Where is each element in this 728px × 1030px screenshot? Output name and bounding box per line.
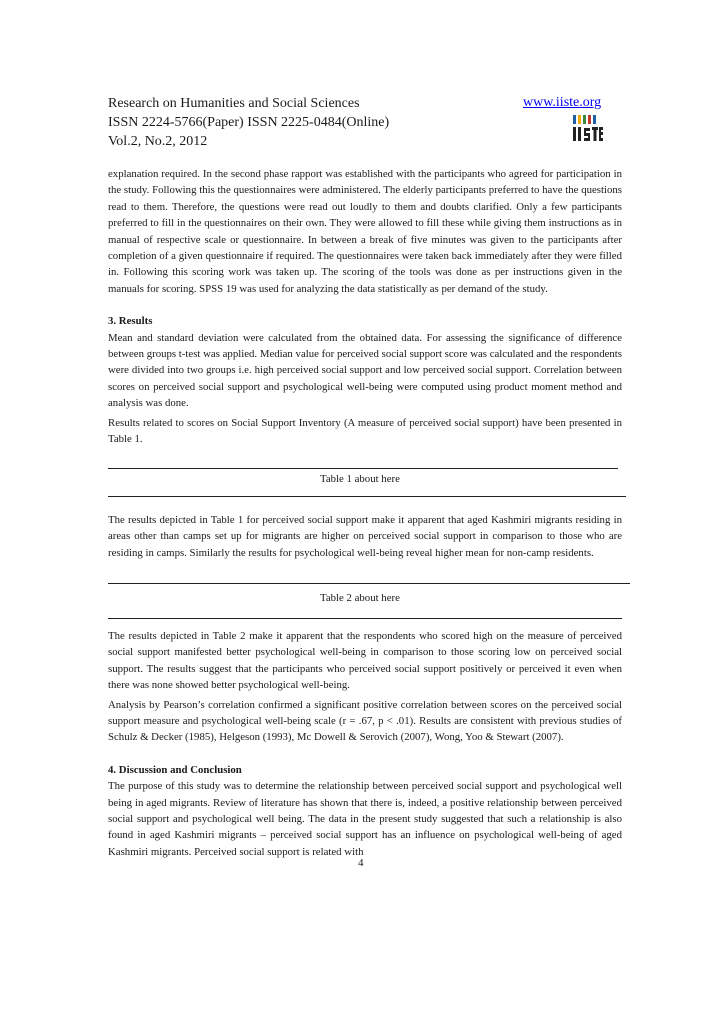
journal-url-link[interactable]: www.iiste.org — [523, 95, 602, 110]
page-number: 4 — [358, 857, 364, 869]
results-paragraph-1: Mean and standard deviation were calculated from the obtained data. For assessing the significance of difference between groups t-test was applied. Median value for perceived social support score was calculated and the respondents were divided into two groups i.e. high perceived social support and low perceived social support. Correlation between scores on perceived social support and psychological well-being were computed using product moment method and analysis was done. — [108, 331, 622, 410]
discussion-heading: 4. Discussion and Conclusion — [108, 763, 242, 776]
iiste-logo — [571, 115, 603, 143]
table2-top-rule — [108, 583, 630, 584]
results-paragraph-2: Results related to scores on Social Support Inventory (A measure of perceived social support) have been presented in Table 1. — [108, 416, 622, 446]
journal-volume: Vol.2, No.2, 2012 — [108, 134, 208, 149]
table1-bottom-rule — [108, 496, 626, 497]
table1-top-rule — [108, 468, 618, 469]
table2-note: Table 2 about here — [320, 592, 400, 604]
page-header — [108, 95, 628, 155]
journal-title: Research on Humanities and Social Sciences — [108, 96, 360, 111]
journal-issn: ISSN 2224-5766(Paper) ISSN 2225-0484(Online) — [108, 115, 390, 130]
results-paragraph-3: The results depicted in Table 1 for perceived social support make it apparent that aged Kashmiri migrants residing in areas other than camps set up for migrants are higher on perceived social support in comparison to those who are residing in camps. Similarly the results for psychological well-being reveal higher mean for non-camp residents. — [108, 514, 622, 559]
discussion-paragraph-1: The purpose of this study was to determine the relationship between perceived social support and psychological well being in aged migrants. Review of literature has shown that there is, indeed, a positive relationship between perceived social support and psychological well being. The data in the present study suggested that such a relationship is also found in aged Kashmiri migrants – perceived social support has an influence on psychological well-being of aged Kashmiri migrants. Perceived social support is related with — [108, 780, 622, 858]
table2-bottom-rule — [108, 618, 622, 619]
table1-note: Table 1 about here — [320, 473, 400, 485]
results-continued — [108, 512, 622, 561]
intro-paragraph: explanation required. In the second phase rapport was established with the participants who agreed for participation in the study. Following this the questionnaires were administered. The elderly participants preferred to have the questions read to them. Therefore, the questions were read out loudly to them and doubts clarified. Only a few participants preferred to fill in the questionnaires on their own. They were allowed to fill these while giving them instructions as in manual of respective scale or questionnaire. In between a break of five minutes was given to the participants after completion of a given questionnaire if required. The questionnaires were taken back immediately after they were filled in. Following this scoring work was taken up. The scoring of the tools was done as per instructions given in the manuals for scoring. SPSS 19 was used for analyzing the data statistically as per demand of the study. — [108, 168, 622, 295]
page-body — [108, 166, 622, 448]
results-paragraph-4: The results depicted in Table 2 make it apparent that the respondents who scored high on the measure of perceived social support manifested better psychological well-being in comparison to those scoring low on perceived social support. The results suggest that the participants who perceived social support positively or perceived it even when there was none showed better psychological well-being. — [108, 630, 622, 692]
results-paragraph-5: Analysis by Pearson’s correlation confirmed a significant positive correlation between scores on the perceived social support measure and psychological well-being scale (r = .67, p < .01). Results are consistent with previous studies of Schulz & Decker (1985), Helgeson (1993), Mc Dowell & Serovich (2007), Wong, Yoo & Stewart (2007). — [108, 698, 622, 744]
results-final — [108, 628, 622, 860]
results-heading: 3. Results — [108, 315, 153, 328]
